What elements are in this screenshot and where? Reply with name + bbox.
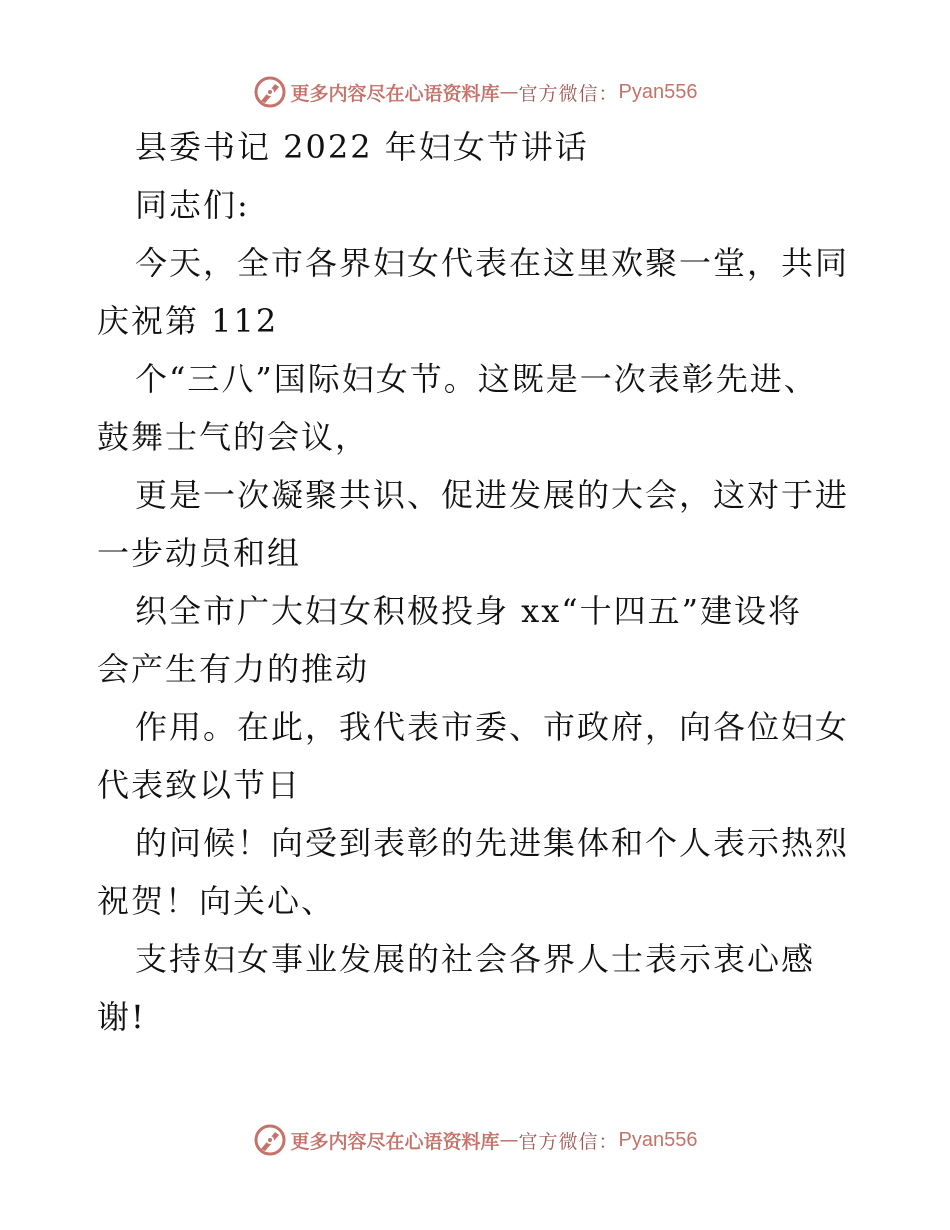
document-line: 更是一次凝聚共识、促进发展的大会，这对于进 bbox=[135, 476, 850, 514]
quill-pen-logo-icon bbox=[253, 75, 287, 109]
document-line: 祝贺！向关心、 bbox=[97, 882, 336, 920]
watermark-site-text: 更多内容尽在心语资料库 bbox=[290, 82, 500, 105]
watermark-site-text: 更多内容尽在心语资料库 bbox=[290, 1130, 500, 1153]
watermark-wechat-id: Pyan556 bbox=[618, 1128, 698, 1151]
document-line: 同志们: bbox=[135, 186, 250, 224]
document-line: 支持妇女事业发展的社会各界人士表示衷心感 bbox=[135, 940, 816, 978]
document-line: 织全市广大妇女积极投身 xx“十四五”建设将 bbox=[135, 592, 802, 630]
document-line: 作用。在此，我代表市委、市政府，向各位妇女 bbox=[135, 708, 850, 746]
document-line: 庆祝第 112 bbox=[97, 302, 279, 340]
watermark-wechat-label: 官方微信： bbox=[518, 82, 619, 105]
footer-watermark bbox=[0, 1118, 950, 1162]
document-line: 谢! bbox=[97, 998, 146, 1036]
document-line: 的问候！向受到表彰的先进集体和个人表示热烈 bbox=[135, 824, 850, 862]
watermark-wechat-label: 官方微信： bbox=[518, 1130, 619, 1153]
header-watermark bbox=[0, 70, 950, 114]
watermark-wechat-id: Pyan556 bbox=[618, 80, 698, 103]
quill-pen-logo-icon bbox=[253, 1123, 287, 1157]
document-title: 县委书记 2022 年妇女节讲话 bbox=[135, 128, 589, 166]
watermark-separator: — bbox=[499, 1129, 519, 1151]
document-line: 个“三八”国际妇女节。这既是一次表彰先进、 bbox=[135, 360, 818, 398]
watermark-separator: — bbox=[499, 81, 519, 103]
document-line: 代表致以节日 bbox=[97, 766, 302, 804]
document-line: 一步动员和组 bbox=[97, 534, 302, 572]
document-body bbox=[97, 118, 857, 1046]
document-line: 会产生有力的推动 bbox=[97, 650, 370, 688]
document-line: 今天，全市各界妇女代表在这里欢聚一堂，共同 bbox=[135, 244, 850, 282]
document-line: 鼓舞士气的会议， bbox=[97, 418, 370, 456]
